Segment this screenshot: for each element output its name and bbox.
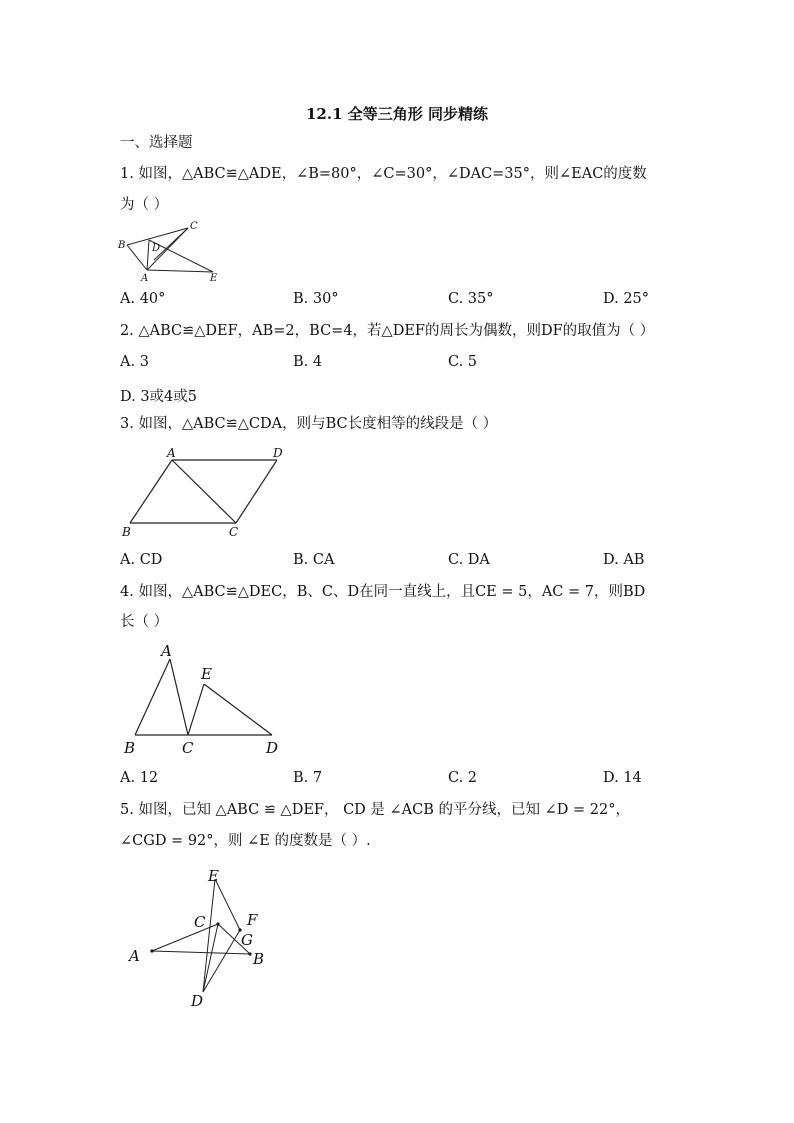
- q1-option-c: C. 35°: [448, 291, 494, 307]
- q5-label-a: A: [129, 947, 140, 965]
- q5-label-g: G: [241, 931, 253, 949]
- q3-label-b: B: [122, 525, 131, 539]
- q5-stem-line1: 5. 如图，已知 △ABC ≌ △DEF， CD 是 ∠ACB 的平分线，已知 ∠D = 22°，: [120, 802, 630, 818]
- q5-label-d: D: [191, 992, 204, 1010]
- q3-option-a: A. CD: [120, 552, 163, 568]
- q3-option-b: B. CA: [293, 552, 335, 568]
- q4-figure: [115, 636, 290, 761]
- q3-stem-line1: 3. 如图，△ABC≌△CDA，则与BC长度相等的线段是（ ）: [120, 416, 498, 432]
- q3-option-c: C. DA: [448, 552, 490, 568]
- q5-stem-line2: ∠CGD = 92°，则 ∠E 的度数是（ ）.: [120, 833, 371, 849]
- q3-figure: [115, 443, 290, 543]
- q2-option-c: C. 5: [448, 354, 478, 370]
- q2-option-a: A. 3: [120, 354, 149, 370]
- q3-label-a: A: [167, 446, 176, 460]
- q1-option-d: D. 25°: [603, 291, 650, 307]
- q3-option-d: D. AB: [603, 552, 645, 568]
- q5-label-f: F: [247, 911, 258, 929]
- q4-option-b: B. 7: [293, 770, 323, 786]
- q1-stem-line1: 1. 如图，△ABC≌△ADE，∠B=80°，∠C=30°，∠DAC=35°，则∠EAC的度数: [120, 166, 647, 182]
- q1-label-e: E: [210, 273, 218, 284]
- q4-stem-line1: 4. 如图，△ABC≌△DEC，B、C、D在同一直线上，且CE = 5，AC = 7，则BD: [120, 584, 646, 600]
- q4-label-b: B: [124, 739, 136, 757]
- q1-stem-line2: 为（ ）: [120, 197, 169, 213]
- q1-figure: [115, 220, 225, 286]
- q5-label-b: B: [253, 950, 265, 968]
- q1-label-d: D: [152, 243, 161, 254]
- section-heading: 一、选择题: [120, 135, 193, 151]
- q2-stem-line1: 2. △ABC≌△DEF，AB=2，BC=4，若△DEF的周长为偶数，则DF的取值为（ ）: [120, 323, 655, 339]
- q4-stem-line2: 长（ ）: [120, 614, 169, 630]
- q5-label-c: C: [194, 913, 206, 931]
- q5-figure: [120, 862, 280, 1012]
- page-title: 12.1 全等三角形 同步精练: [306, 105, 488, 123]
- q3-label-d: D: [273, 446, 283, 460]
- q4-label-e: E: [201, 665, 212, 683]
- q4-option-a: A. 12: [120, 770, 159, 786]
- q2-option-b: B. 4: [293, 354, 323, 370]
- q1-option-b: B. 30°: [293, 291, 339, 307]
- q5-label-e: E: [208, 867, 219, 885]
- q4-option-c: C. 2: [448, 770, 478, 786]
- q1-label-b: B: [118, 240, 126, 251]
- q1-label-c: C: [190, 221, 198, 232]
- q2-option-d: D. 3或4或5: [120, 389, 198, 405]
- q4-label-a: A: [161, 642, 172, 660]
- q1-label-a: A: [141, 273, 149, 284]
- q4-label-c: C: [182, 739, 194, 757]
- q4-option-d: D. 14: [603, 770, 642, 786]
- q4-label-d: D: [266, 739, 279, 757]
- q3-label-c: C: [229, 525, 239, 539]
- q1-option-a: A. 40°: [120, 291, 166, 307]
